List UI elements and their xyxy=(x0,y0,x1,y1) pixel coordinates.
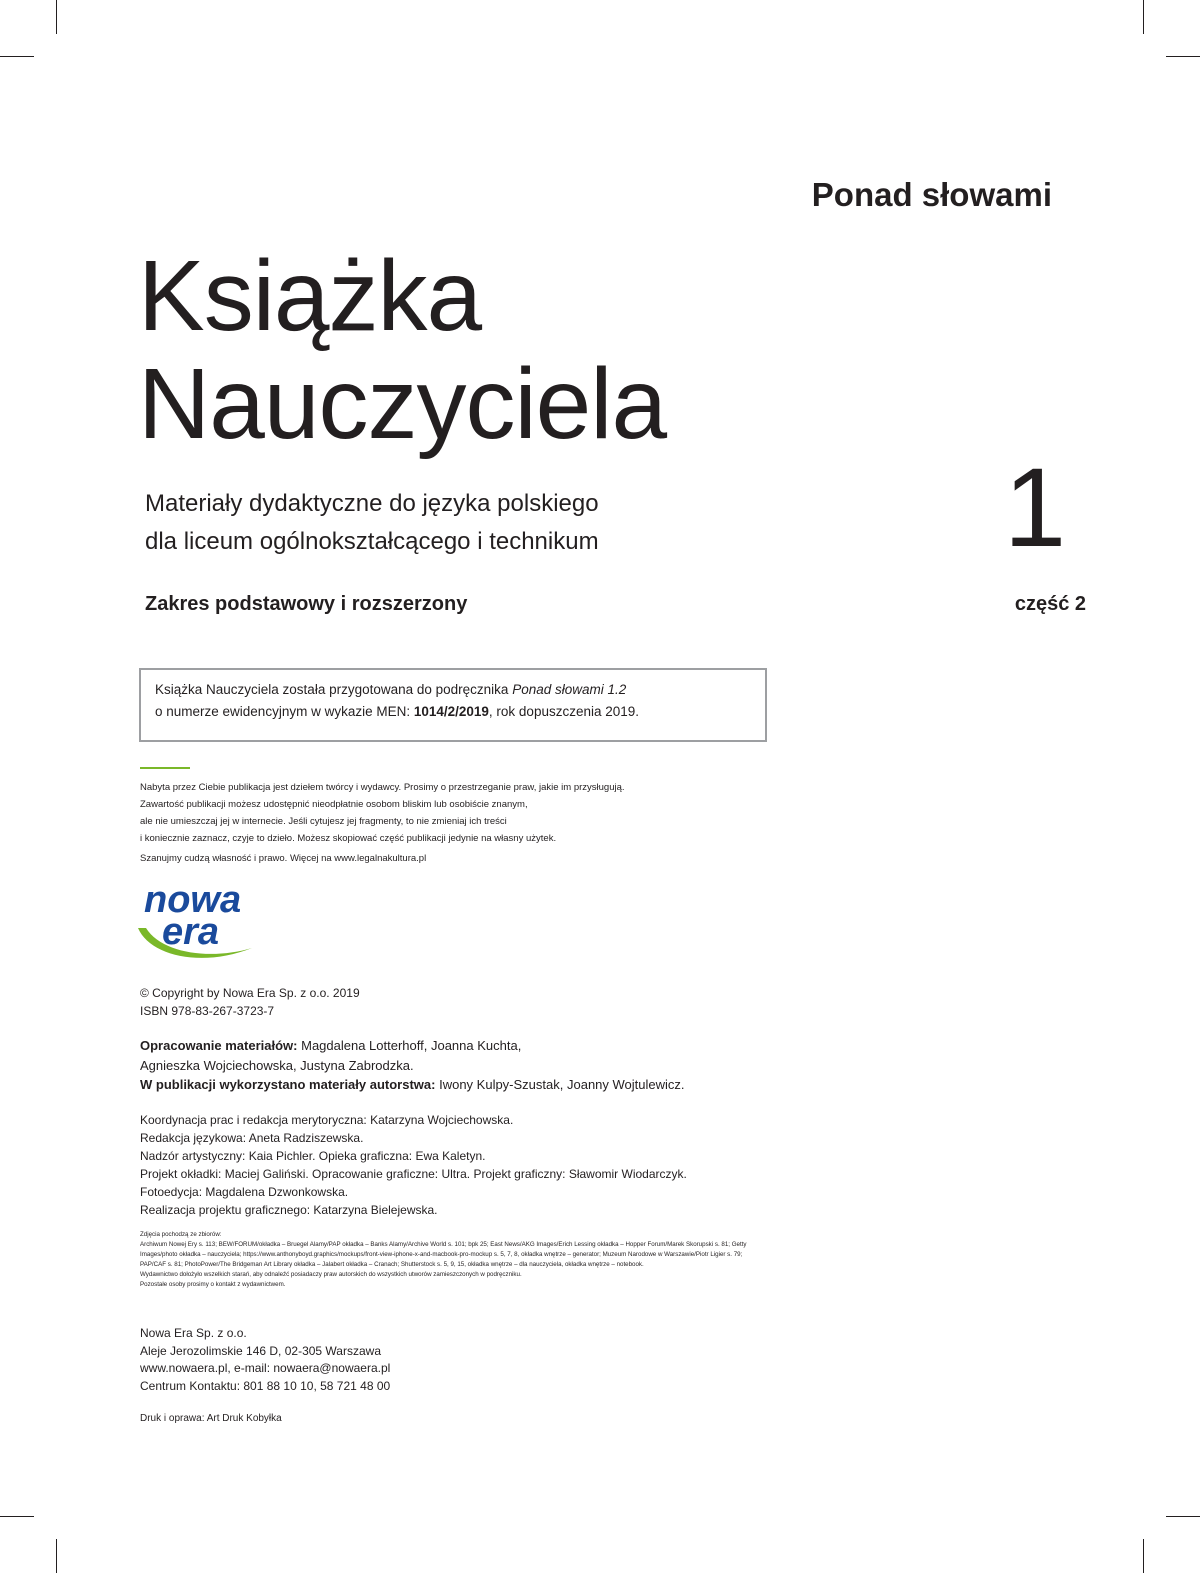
scope-label: Zakres podstawowy i rozszerzony xyxy=(145,593,468,615)
crop-mark xyxy=(1166,1516,1200,1517)
notice-text: Książka Nauczyciela została przygotowana do podręcznika xyxy=(155,682,513,697)
copyright-line: © Copyright by Nowa Era Sp. z o.o. 2019 xyxy=(140,986,360,1000)
legal-respect: Szanujmy cudzą własność i prawo. Więcej na www.legalnakultura.pl xyxy=(140,853,427,864)
legal-line: i koniecznie zaznacz, czyje to dzieło. Możesz skopiować część publikacji jedynie na własny użytek. xyxy=(140,833,557,844)
crop-mark xyxy=(56,0,57,34)
crop-mark xyxy=(1166,56,1200,57)
divider xyxy=(140,767,190,769)
authors-block xyxy=(140,1036,685,1095)
credit-line: Koordynacja prac i redakcja merytoryczna: Katarzyna Wojciechowska. xyxy=(140,1113,514,1127)
authors-line-1 xyxy=(140,1036,685,1056)
notice-line-2 xyxy=(155,701,755,723)
notice-line-1 xyxy=(155,679,755,701)
subtitle-line-1: Materiały dydaktyczne do języka polskiego xyxy=(145,490,599,517)
address-line: www.nowaera.pl, e-mail: nowaera@nowaera.pl xyxy=(140,1361,391,1375)
authors-line-3 xyxy=(140,1075,685,1095)
part-label: część 2 xyxy=(1014,593,1086,615)
authors-label: Opracowanie materiałów: xyxy=(140,1038,298,1053)
photo-credits-body: Archiwum Nowej Ery s. 113; BEW/FORUM/okładka – Bruegel Alamy/PAP okładka – Banks Alamy/Archive World s. 101; bpk 25; East News/AKG Images/Erich Lessing okładka – Hopper Forum/Marek Skorupski s. 81; Getty Images/photo okładka – nauczyciela; https://www.anthonyboyd.graphics/mockups/front-view-iphone-x-and-macbook-pro-mockup s. 5, 7, 8, okładka wnętrze – generator; Muzeum Narodowe w Warszawie/Piotr Ligier s. 79; PAP/CAF s. 81; PhotoPower/The Bridgeman Art Library okładka – Jalabert okładka – Cranach; Shutterstock s. 5, 9, 15, okładka wnętrze – dla nauczyciela, okładka wnętrze – notebook. xyxy=(140,1241,747,1268)
title-line-2: Nauczyciela xyxy=(138,348,667,460)
photo-credits-heading: Zdjęcia pochodzą ze zbiorów: xyxy=(140,1231,222,1238)
authors-names: Magdalena Lotterhoff, Joanna Kuchta, xyxy=(297,1038,522,1053)
publisher-address xyxy=(140,1325,390,1395)
address-line: Centrum Kontaktu: 801 88 10 10, 58 721 48 00 xyxy=(140,1378,391,1393)
credit-line: Redakcja językowa: Aneta Radziszewska. xyxy=(140,1131,364,1145)
subtitle-line-2: dla liceum ogólnokształcącego i technikum xyxy=(145,528,599,555)
printing-info: Druk i oprawa: Art Druk Kobyłka xyxy=(140,1413,282,1424)
approval-notice-box xyxy=(139,668,767,742)
notice-text: , rok dopuszczenia 2019. xyxy=(488,704,640,719)
credit-line: Projekt okładki: Maciej Galiński. Opracowanie graficzne: Ultra. Projekt graficzny: Sławomir Wiodarczyk. xyxy=(140,1167,687,1181)
crop-mark xyxy=(0,1516,34,1517)
crop-mark xyxy=(56,1539,57,1573)
legal-line: Nabyta przez Ciebie publikacja jest dziełem twórcy i wydawcy. Prosimy o przestrzeganie praw, jakie im przysługują. xyxy=(140,782,625,793)
nowa-era-logo xyxy=(132,876,262,968)
crop-mark xyxy=(0,56,34,57)
legal-line: Zawartość publikacji możesz udostępnić nieodpłatnie osobom bliskim lub osobiście znanym, xyxy=(140,799,528,810)
photo-credits-note: Wydawnictwo dołożyło wszelkich starań, aby odnaleźć posiadaczy praw autorskich do wszystkich utworów zamieszczonych w podręczniku. xyxy=(140,1271,522,1278)
volume-number: 1 xyxy=(1003,445,1067,570)
credit-line: Realizacja projektu graficznego: Katarzyna Bielejewska. xyxy=(140,1203,438,1217)
registration-number: 1014/2/2019 xyxy=(413,704,489,719)
authors-line-2: Agnieszka Wojciechowska, Justyna Zabrodzka. xyxy=(140,1057,414,1073)
materials-label: W publikacji wykorzystano materiały autorstwa: xyxy=(140,1077,436,1092)
editorial-credits xyxy=(140,1111,687,1219)
page-title xyxy=(138,242,666,458)
notice-text: o numerze ewidencyjnym w wykazie MEN: xyxy=(155,704,414,719)
materials-names: Iwony Kulpy-Szustak, Joanny Wojtulewicz. xyxy=(435,1077,685,1092)
subtitle xyxy=(145,485,599,561)
logo-text-era: era xyxy=(162,911,220,953)
credit-line: Fotoedycja: Magdalena Dzwonkowska. xyxy=(140,1185,349,1199)
legal-line: ale nie umieszczaj jej w internecie. Jeśli cytujesz jej fragmenty, to nie zmieniaj ich treści xyxy=(140,816,507,827)
title-line-1: Książka xyxy=(138,240,482,352)
logo-text-nowa: nowa xyxy=(144,879,242,921)
series-title: Ponad słowami xyxy=(811,176,1052,213)
copyright-block xyxy=(140,984,360,1020)
address-line: Aleje Jerozolimskie 146 D, 02-305 Warszawa xyxy=(140,1343,381,1358)
isbn: ISBN 978-83-267-3723-7 xyxy=(140,1004,275,1018)
address-line: Nowa Era Sp. z o.o. xyxy=(140,1326,247,1340)
crop-mark xyxy=(1143,1539,1144,1573)
legal-notice xyxy=(140,779,625,847)
textbook-title: Ponad słowami 1.2 xyxy=(512,682,627,697)
photo-credits-note: Pozostałe osoby prosimy o kontakt z wydawnictwem. xyxy=(140,1281,286,1288)
photo-credits xyxy=(140,1230,770,1290)
crop-mark xyxy=(1143,0,1144,34)
credit-line: Nadzór artystyczny: Kaia Pichler. Opieka graficzna: Ewa Kaletyn. xyxy=(140,1149,486,1163)
